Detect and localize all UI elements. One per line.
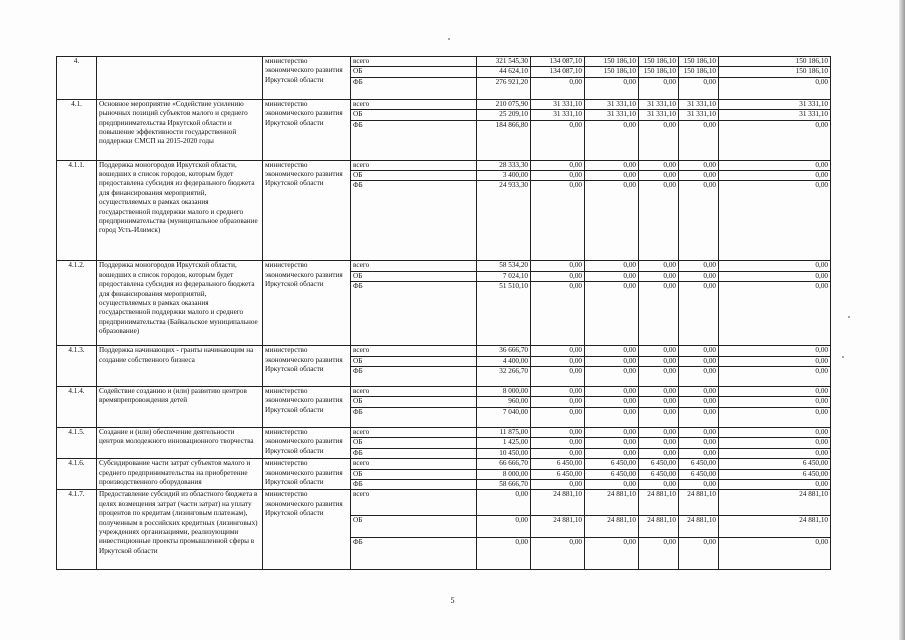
table-row xyxy=(57,99,831,109)
funding-source: ОБ xyxy=(351,438,477,448)
year-value: 0,00 xyxy=(639,171,679,181)
scan-speck xyxy=(848,316,850,318)
funding-source: ОБ xyxy=(351,271,477,281)
year-value: 0,00 xyxy=(531,438,585,448)
year-value: 31 331,10 xyxy=(679,99,719,109)
year-value: 0,00 xyxy=(531,171,585,181)
budget-table xyxy=(56,56,831,570)
year-value: 0,00 xyxy=(531,181,585,261)
responsible-executor: министерство экономического развития Иркутской области xyxy=(263,261,351,346)
year-value: 0,00 xyxy=(639,120,679,160)
year-value: 0,00 xyxy=(585,120,639,160)
year-value: 0,00 xyxy=(719,397,831,407)
year-value: 0,00 xyxy=(719,356,831,366)
year-value: 0,00 xyxy=(679,407,719,427)
year-value: 0,00 xyxy=(719,479,831,489)
year-value: 0,00 xyxy=(719,427,831,437)
measure-description: Поддержка моногородов Иркутской области, вошедших в список городов, которым будет предоставлена субсидия из федерального бюджета для финансирования мероприятий, осуществляемых в рамках оказания государственной поддержки малого и среднего предпринимательства (Байкальское муниципальное образование) xyxy=(97,261,263,346)
year-value: 0,00 xyxy=(639,356,679,366)
year-value: 0,00 xyxy=(679,438,719,448)
year-value: 0,00 xyxy=(719,387,831,397)
year-value: 0,00 xyxy=(719,407,831,427)
responsible-executor: министерство экономического развития Иркутской области xyxy=(263,459,351,490)
responsible-executor: министерство экономического развития Иркутской области xyxy=(263,387,351,428)
responsible-executor: министерство экономического развития Иркутской области xyxy=(263,346,351,387)
year-value: 0,00 xyxy=(679,538,719,570)
year-value: 24 881,10 xyxy=(531,490,585,516)
year-value: 24 933,30 xyxy=(477,181,531,261)
measure-description: Содействие созданию и (или) развитию центров времяпрепровождения детей xyxy=(97,387,263,428)
year-value: 0,00 xyxy=(531,407,585,427)
year-value: 32 266,70 xyxy=(477,367,531,387)
year-value: 0,00 xyxy=(531,356,585,366)
funding-source: ФБ xyxy=(351,407,477,427)
year-value: 150 186,10 xyxy=(585,67,639,77)
funding-source: ФБ xyxy=(351,538,477,570)
year-value: 0,00 xyxy=(585,438,639,448)
funding-source: ОБ xyxy=(351,516,477,538)
year-value: 0,00 xyxy=(585,261,639,271)
responsible-executor: министерство экономического развития Иркутской области xyxy=(263,490,351,570)
year-value: 0,00 xyxy=(531,397,585,407)
year-value: 0,00 xyxy=(639,346,679,356)
year-value: 0,00 xyxy=(585,181,639,261)
year-value: 0,00 xyxy=(679,346,719,356)
year-value: 0,00 xyxy=(531,120,585,160)
responsible-executor: министерство экономического развития Иркутской области xyxy=(263,57,351,100)
year-value: 0,00 xyxy=(585,397,639,407)
table-row xyxy=(57,160,831,170)
year-value: 6 450,00 xyxy=(719,459,831,469)
year-value: 0,00 xyxy=(679,427,719,437)
year-value: 0,00 xyxy=(477,538,531,570)
year-value: 0,00 xyxy=(639,448,679,458)
year-value: 0,00 xyxy=(639,397,679,407)
funding-source: всего xyxy=(351,261,477,271)
funding-source: ОБ xyxy=(351,171,477,181)
year-value: 0,00 xyxy=(719,181,831,261)
funding-source: всего xyxy=(351,57,477,67)
row-index: 4.1.7. xyxy=(57,490,97,570)
year-value: 0,00 xyxy=(719,120,831,160)
year-value: 0,00 xyxy=(531,160,585,170)
row-index: 4.1.2. xyxy=(57,261,97,346)
scan-speck xyxy=(842,356,844,358)
year-value: 31 331,10 xyxy=(719,99,831,109)
year-value: 28 333,30 xyxy=(477,160,531,170)
year-value: 6 450,00 xyxy=(679,459,719,469)
funding-source: всего xyxy=(351,490,477,516)
scan-edge-shadow xyxy=(899,0,905,640)
year-value: 0,00 xyxy=(639,77,679,99)
year-value: 24 881,10 xyxy=(585,490,639,516)
year-value: 24 881,10 xyxy=(531,516,585,538)
funding-source: ФБ xyxy=(351,367,477,387)
year-value: 0,00 xyxy=(679,77,719,99)
year-value: 24 881,10 xyxy=(719,490,831,516)
year-value: 0,00 xyxy=(679,271,719,281)
funding-source: ОБ xyxy=(351,397,477,407)
year-value: 6 450,00 xyxy=(585,459,639,469)
year-value: 0,00 xyxy=(585,538,639,570)
year-value: 0,00 xyxy=(585,282,639,346)
funding-source: ОБ xyxy=(351,356,477,366)
year-value: 0,00 xyxy=(679,356,719,366)
measure-description: Основное мероприятие «Содействие усилению рыночных позиций субъектов малого и среднего предпринимательства Иркутской области и повышение эффективности государственной поддержки СМСП на 2015-2020 годы xyxy=(97,99,263,160)
year-value: 0,00 xyxy=(531,367,585,387)
year-value: 44 624,10 xyxy=(477,67,531,77)
year-value: 58 534,20 xyxy=(477,261,531,271)
year-value: 0,00 xyxy=(531,427,585,437)
year-value: 24 881,10 xyxy=(719,516,831,538)
year-value: 0,00 xyxy=(639,387,679,397)
year-value: 24 881,10 xyxy=(639,516,679,538)
year-value: 0,00 xyxy=(679,261,719,271)
year-value: 0,00 xyxy=(639,261,679,271)
year-value: 960,00 xyxy=(477,397,531,407)
year-value: 0,00 xyxy=(531,77,585,99)
funding-source: всего xyxy=(351,160,477,170)
page-number: 5 xyxy=(450,596,455,605)
measure-description xyxy=(97,57,263,100)
year-value: 6 450,00 xyxy=(639,469,679,479)
year-value: 36 666,70 xyxy=(477,346,531,356)
year-value: 150 186,10 xyxy=(719,67,831,77)
year-value: 0,00 xyxy=(639,538,679,570)
funding-source: ФБ xyxy=(351,181,477,261)
year-value: 0,00 xyxy=(531,538,585,570)
year-value: 0,00 xyxy=(679,282,719,346)
year-value: 0,00 xyxy=(531,387,585,397)
year-value: 150 186,10 xyxy=(719,57,831,67)
year-value: 0,00 xyxy=(531,271,585,281)
year-value: 0,00 xyxy=(531,479,585,489)
table-row xyxy=(57,57,831,67)
table-row xyxy=(57,387,831,397)
row-index: 4.1.5. xyxy=(57,427,97,458)
funding-source: ФБ xyxy=(351,479,477,489)
funding-source: ФБ xyxy=(351,120,477,160)
year-value: 31 331,10 xyxy=(679,110,719,120)
year-value: 7 040,00 xyxy=(477,407,531,427)
year-value: 7 024,10 xyxy=(477,271,531,281)
year-value: 0,00 xyxy=(719,261,831,271)
year-value: 24 881,10 xyxy=(639,490,679,516)
row-index: 4.1.3. xyxy=(57,346,97,387)
year-value: 25 209,10 xyxy=(477,110,531,120)
year-value: 0,00 xyxy=(719,438,831,448)
table-row xyxy=(57,459,831,469)
year-value: 0,00 xyxy=(679,171,719,181)
year-value: 6 450,00 xyxy=(585,469,639,479)
year-value: 0,00 xyxy=(679,387,719,397)
year-value: 31 331,10 xyxy=(531,99,585,109)
year-value: 4 400,00 xyxy=(477,356,531,366)
year-value: 0,00 xyxy=(639,282,679,346)
year-value: 0,00 xyxy=(531,282,585,346)
year-value: 0,00 xyxy=(639,427,679,437)
year-value: 150 186,10 xyxy=(585,57,639,67)
year-value: 6 450,00 xyxy=(531,459,585,469)
year-value: 0,00 xyxy=(639,271,679,281)
year-value: 0,00 xyxy=(719,160,831,170)
year-value: 184 866,80 xyxy=(477,120,531,160)
row-index: 4.1. xyxy=(57,99,97,160)
year-value: 0,00 xyxy=(531,448,585,458)
responsible-executor: министерство экономического развития Иркутской области xyxy=(263,160,351,261)
year-value: 0,00 xyxy=(719,367,831,387)
year-value: 6 450,00 xyxy=(679,469,719,479)
year-value: 210 075,90 xyxy=(477,99,531,109)
year-value: 150 186,10 xyxy=(639,67,679,77)
year-value: 0,00 xyxy=(585,356,639,366)
table-row xyxy=(57,427,831,437)
year-value: 11 875,00 xyxy=(477,427,531,437)
year-value: 150 186,10 xyxy=(679,57,719,67)
year-value: 0,00 xyxy=(585,387,639,397)
table-row xyxy=(57,261,831,271)
year-value: 31 331,10 xyxy=(585,110,639,120)
year-value: 0,00 xyxy=(639,407,679,427)
funding-source: ОБ xyxy=(351,110,477,120)
funding-source: всего xyxy=(351,346,477,356)
funding-source: всего xyxy=(351,387,477,397)
year-value: 150 186,10 xyxy=(679,67,719,77)
year-value: 24 881,10 xyxy=(679,516,719,538)
year-value: 0,00 xyxy=(679,181,719,261)
year-value: 0,00 xyxy=(585,160,639,170)
year-value: 0,00 xyxy=(639,160,679,170)
year-value: 0,00 xyxy=(719,271,831,281)
year-value: 0,00 xyxy=(585,171,639,181)
year-value: 58 666,70 xyxy=(477,479,531,489)
year-value: 1 425,00 xyxy=(477,438,531,448)
funding-source: ОБ xyxy=(351,469,477,479)
year-value: 6 450,00 xyxy=(531,469,585,479)
year-value: 0,00 xyxy=(639,438,679,448)
funding-source: ФБ xyxy=(351,282,477,346)
year-value: 31 331,10 xyxy=(639,99,679,109)
scan-speck xyxy=(448,38,450,40)
year-value: 0,00 xyxy=(719,346,831,356)
year-value: 31 331,10 xyxy=(639,110,679,120)
row-index: 4.1.6. xyxy=(57,459,97,490)
year-value: 6 450,00 xyxy=(639,459,679,469)
year-value: 0,00 xyxy=(585,448,639,458)
year-value: 0,00 xyxy=(585,427,639,437)
year-value: 0,00 xyxy=(719,77,831,99)
measure-description: Субсидирование части затрат субъектов малого и среднего предпринимательства на приобретение производственного оборудования xyxy=(97,459,263,490)
year-value: 0,00 xyxy=(585,271,639,281)
year-value: 0,00 xyxy=(531,261,585,271)
measure-description: Поддержка моногородов Иркутской области, вошедших в список городов, которым будет предоставлена субсидия из федерального бюджета для финансирования мероприятий, осуществляемых в рамках оказания государственной поддержки малого и среднего предпринимательства (муниципальное образование город Усть-Илимск) xyxy=(97,160,263,261)
measure-description: Создание и (или) обеспечение деятельности центров молодежного инновационного творчества xyxy=(97,427,263,458)
year-value: 3 400,00 xyxy=(477,171,531,181)
year-value: 0,00 xyxy=(719,538,831,570)
year-value: 66 666,70 xyxy=(477,459,531,469)
year-value: 0,00 xyxy=(585,367,639,387)
year-value: 0,00 xyxy=(719,448,831,458)
year-value: 31 331,10 xyxy=(585,99,639,109)
year-value: 276 921,20 xyxy=(477,77,531,99)
year-value: 24 881,10 xyxy=(585,516,639,538)
year-value: 134 087,10 xyxy=(531,67,585,77)
year-value: 0,00 xyxy=(679,448,719,458)
year-value: 0,00 xyxy=(585,77,639,99)
year-value: 0,00 xyxy=(679,479,719,489)
year-value: 0,00 xyxy=(531,346,585,356)
year-value: 31 331,10 xyxy=(719,110,831,120)
year-value: 0,00 xyxy=(585,346,639,356)
year-value: 0,00 xyxy=(639,181,679,261)
year-value: 150 186,10 xyxy=(639,57,679,67)
funding-source: всего xyxy=(351,427,477,437)
year-value: 8 000,00 xyxy=(477,469,531,479)
year-value: 24 881,10 xyxy=(679,490,719,516)
year-value: 0,00 xyxy=(719,282,831,346)
table-row xyxy=(57,346,831,356)
funding-source: всего xyxy=(351,459,477,469)
year-value: 0,00 xyxy=(585,407,639,427)
year-value: 0,00 xyxy=(679,120,719,160)
year-value: 51 510,10 xyxy=(477,282,531,346)
funding-source: всего xyxy=(351,99,477,109)
year-value: 6 450,00 xyxy=(719,469,831,479)
row-index: 4.1.4. xyxy=(57,387,97,428)
year-value: 0,00 xyxy=(679,367,719,387)
measure-description: Поддержка начинающих - гранты начинающим на создание собственного бизнеса xyxy=(97,346,263,387)
responsible-executor: министерство экономического развития Иркутской области xyxy=(263,99,351,160)
year-value: 134 087,10 xyxy=(531,57,585,67)
table-row xyxy=(57,490,831,516)
responsible-executor: министерство экономического развития Иркутской области xyxy=(263,427,351,458)
row-index: 4.1.1. xyxy=(57,160,97,261)
year-value: 0,00 xyxy=(585,479,639,489)
year-value: 0,00 xyxy=(679,160,719,170)
funding-source: ФБ xyxy=(351,448,477,458)
measure-description: Предоставление субсидий из областного бюджета в целях возмещения затрат (части затрат) на уплату процентов по кредитам (лизинговым платежам), полученным в российских кредитных (лизинговых) учреждениях организациями, реализующими инвестиционные проекты промышленной сферы в Иркутской области xyxy=(97,490,263,570)
row-index: 4. xyxy=(57,57,97,100)
year-value: 321 545,30 xyxy=(477,57,531,67)
year-value: 8 000,00 xyxy=(477,387,531,397)
year-value: 0,00 xyxy=(639,367,679,387)
year-value: 31 331,10 xyxy=(531,110,585,120)
funding-source: ФБ xyxy=(351,77,477,99)
year-value: 0,00 xyxy=(477,516,531,538)
year-value: 0,00 xyxy=(719,171,831,181)
funding-source: ОБ xyxy=(351,67,477,77)
year-value: 0,00 xyxy=(679,397,719,407)
year-value: 0,00 xyxy=(477,490,531,516)
year-value: 0,00 xyxy=(639,479,679,489)
year-value: 10 450,00 xyxy=(477,448,531,458)
